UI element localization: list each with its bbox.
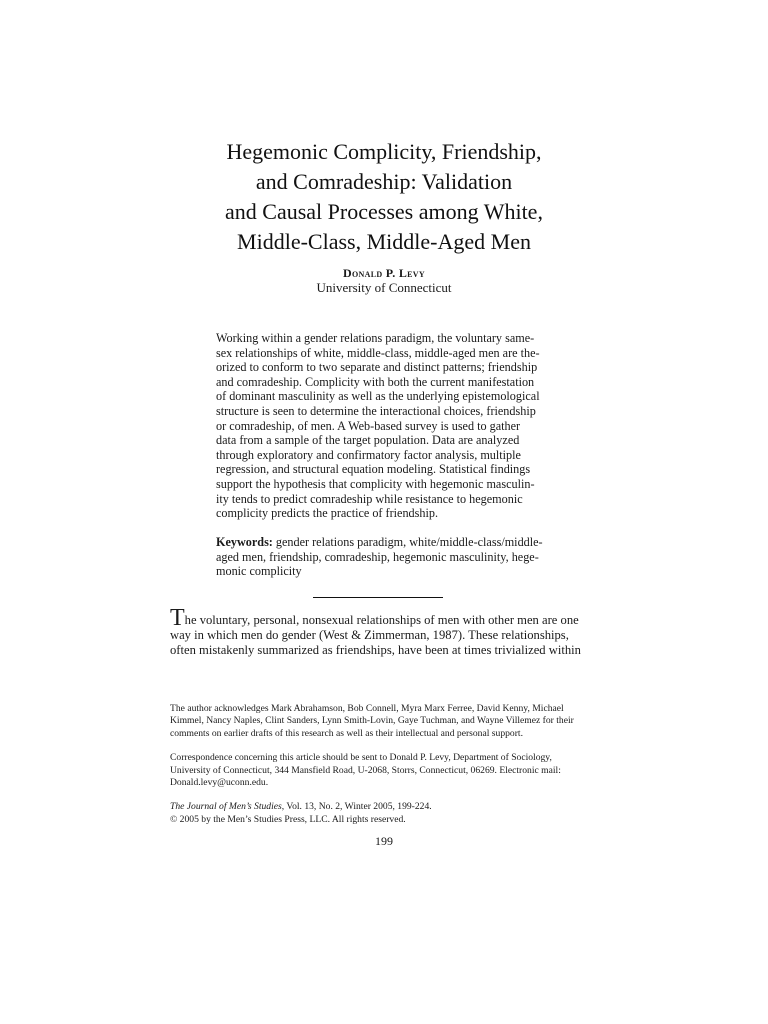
abstract-line: sex relationships of white, middle-class, middle-aged men are the- [216, 345, 540, 360]
footnote-line: Donald.levy@uconn.edu. [170, 777, 269, 789]
copyright-line: © 2005 by the Men’s Studies Press, LLC. All rights reserved. [170, 813, 406, 825]
author-name: Donald P. Levy [343, 266, 425, 280]
article-title [170, 137, 598, 257]
abstract-line: regression, and structural equation modeling. Statistical findings [216, 462, 531, 477]
drop-cap: T [170, 605, 185, 631]
keywords [216, 535, 556, 579]
abstract [216, 331, 554, 521]
keywords-line: aged men, friendship, comradeship, hegemonic masculinity, hege- [216, 549, 539, 564]
body-line: way in which men do gender (West & Zimmerman, 1987). These relationships, [170, 627, 569, 642]
body-line [170, 605, 600, 631]
title-line: Middle-Class, Middle-Aged Men [237, 229, 531, 254]
journal-name: The Journal of Men’s Studies [170, 801, 282, 813]
abstract-line: or comradeship, of men. A Web-based survey is used to gather [216, 418, 521, 433]
keywords-label: Keywords: [216, 535, 273, 549]
footnote-line: Kimmel, Nancy Naples, Clint Sanders, Lynn Smith-Lovin, Gaye Tuchman, and Wayne Villemez for their [170, 715, 574, 727]
title-line: Hegemonic Complicity, Friendship, [226, 139, 542, 164]
abstract-line: data from a sample of the target population. Data are analyzed [216, 433, 520, 448]
abstract-line: and comradeship. Complicity with both the current manifestation [216, 374, 535, 389]
footnotes [170, 703, 600, 838]
abstract-line: support the hypothesis that complicity with hegemonic masculin- [216, 476, 535, 491]
footnote-line: comments on earlier drafts of this research as well as their intellectual and personal support. [170, 727, 523, 739]
keywords-text: gender relations paradigm, white/middle-class/middle- [275, 535, 543, 549]
page-number: 199 [375, 834, 393, 848]
author-affiliation: University of Connecticut [316, 280, 452, 295]
citation-line [170, 801, 600, 813]
abstract-line: structure is seen to determine the interactional choices, friendship [216, 403, 536, 418]
body-text [170, 605, 600, 657]
footnote-line: University of Connecticut, 344 Mansfield Road, U-2068, Storrs, Connecticut, 06269. Electronic mail: [170, 764, 561, 776]
abstract-line: of dominant masculinity as well as the underlying epistemological [216, 389, 540, 404]
abstract-line: Working within a gender relations paradigm, the voluntary same- [216, 331, 535, 345]
abstract-line: ity tends to predict comradeship while resistance to hegemonic [216, 491, 523, 506]
citation-details: , Vol. 13, No. 2, Winter 2005, 199-224. [281, 801, 432, 813]
section-divider [313, 597, 443, 598]
keywords-line: monic complicity [216, 564, 302, 579]
abstract-line: through exploratory and confirmatory factor analysis, multiple [216, 447, 521, 462]
abstract-line: complicity predicts the practice of friendship. [216, 506, 439, 521]
title-line: and Comradeship: Validation [255, 169, 513, 194]
correspondence-note [170, 752, 600, 789]
acknowledgment-note [170, 703, 600, 740]
footnote-line: Correspondence concerning this article should be sent to Donald P. Levy, Department of Sociology, [170, 752, 552, 764]
title-line: and Causal Processes among White, [225, 199, 543, 224]
citation-note [170, 801, 600, 826]
body-line-text: he voluntary, personal, nonsexual relationships of men with other men are one [184, 613, 579, 627]
footnote-line: The author acknowledges Mark Abrahamson, Bob Connell, Myra Marx Ferree, David Kenny, Michael [170, 703, 564, 714]
abstract-line: orized to conform to two separate and distinct patterns; friendship [216, 360, 538, 375]
keywords-line [216, 535, 556, 550]
body-line: often mistakenly summarized as friendships, have been at times trivialized within [170, 642, 581, 657]
